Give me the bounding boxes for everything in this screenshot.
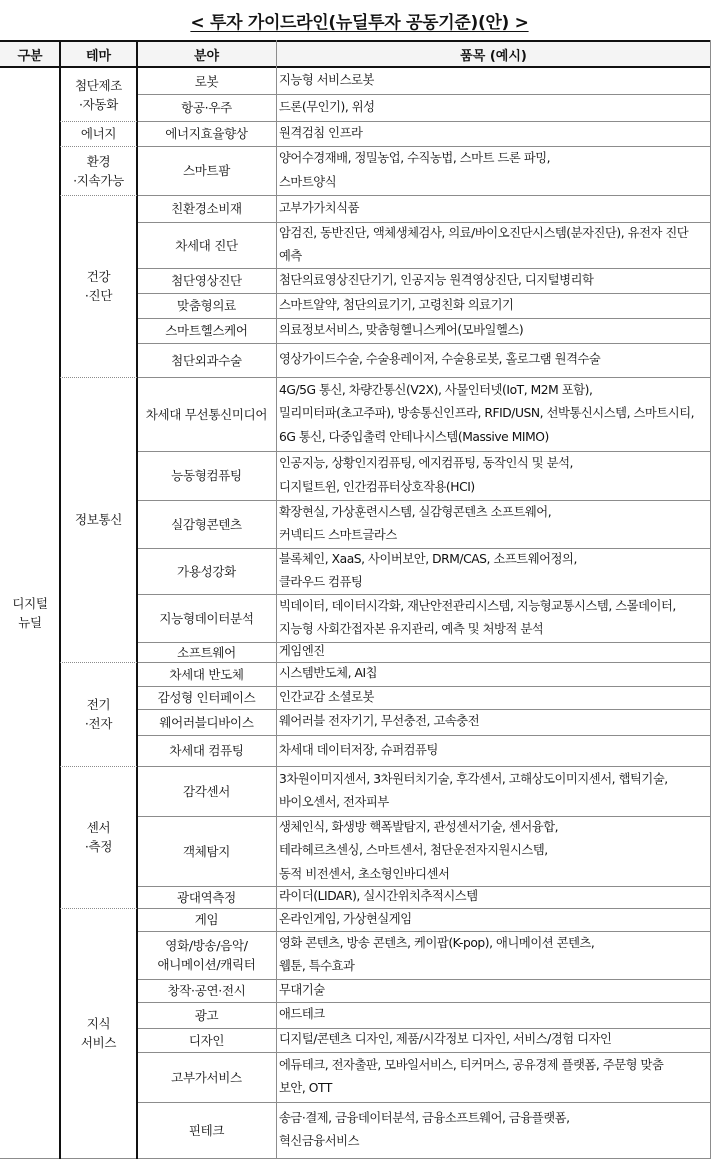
field-cell: 로봇 [194, 73, 219, 89]
theme-divider [60, 662, 711, 663]
field-cell: 스마트헬스케어 [165, 323, 248, 338]
row-divider [137, 642, 711, 643]
items-cell: 라이더(LIDAR), 실시간위치추적시스템 [279, 889, 478, 904]
theme-cell: 센서 ·측정 [84, 820, 113, 854]
row-divider [137, 451, 711, 452]
items-cell: 빅데이터, 데이터시각화, 재난안전관리시스템, 지능형교통시스템, 스몰데이터, 지능형 사회간접자본 유지관리, 예측 및 처방적 분석 [279, 598, 676, 636]
field-cell: 항공·우주 [181, 100, 232, 115]
field-cell: 객체탐지 [182, 843, 231, 859]
table-right-border [710, 40, 711, 1159]
page-title: < 투자 가이드라인(뉴딜투자 공동기준)(안) > [190, 13, 529, 33]
theme-cell: 에너지 [80, 126, 117, 141]
theme-divider [60, 146, 711, 147]
items-cell: 인간교감 소셜로봇 [279, 689, 374, 704]
row-divider [137, 735, 711, 736]
header-category: 구분 [0, 42, 60, 66]
theme-divider [60, 766, 711, 767]
field-cell: 광고 [194, 1007, 219, 1023]
theme-divider [60, 195, 711, 196]
theme-cell: 환경 ·지속가능 [73, 153, 124, 188]
items-cell: 지능형 서비스로봇 [279, 73, 374, 88]
row-divider [137, 548, 711, 549]
field-cell: 차세대 컴퓨팅 [169, 743, 244, 758]
header-items: 품목 (예시) [276, 42, 711, 66]
row-divider [137, 1028, 711, 1029]
column-divider [276, 40, 277, 1159]
field-cell: 차세대 진단 [175, 237, 238, 253]
theme-divider [60, 908, 711, 909]
theme-cell: 건강 ·진단 [84, 269, 113, 303]
field-cell: 맞춤형의료 [177, 298, 236, 313]
table-bottom-rule [0, 1158, 711, 1159]
field-cell: 첨단외과수술 [171, 352, 242, 368]
items-cell: 고부가가치식품 [279, 200, 360, 215]
category-cell: 디지털 뉴딜 [12, 596, 48, 630]
row-divider [137, 931, 711, 932]
items-cell: 영화 콘텐츠, 방송 콘텐츠, 케이팝(K-pop), 애니메이션 콘텐츠, 웹툰, 특수효과 [279, 935, 595, 973]
items-cell: 애드테크 [279, 1007, 325, 1022]
theme-cell: 지식 서비스 [80, 1016, 117, 1050]
field-cell: 웨어러블디바이스 [159, 714, 254, 730]
field-cell: 지능형데이터분석 [159, 610, 254, 626]
field-cell: 가용성강화 [177, 563, 236, 579]
items-cell: 게임엔진 [279, 644, 325, 659]
items-cell: 시스템반도체, AI칩 [279, 666, 378, 681]
column-divider [59, 40, 61, 1159]
row-divider [137, 1102, 711, 1103]
row-divider [137, 886, 711, 887]
row-divider [137, 816, 711, 817]
items-cell: 웨어러블 전자기기, 무선충전, 고속충전 [279, 714, 480, 729]
items-cell: 디지털/콘텐츠 디자인, 제품/시각정보 디자인, 서비스/경험 디자인 [279, 1032, 612, 1047]
field-cell: 능동형컴퓨팅 [171, 468, 242, 483]
field-cell: 창작·공연·전시 [167, 983, 246, 998]
header-field: 분야 [137, 42, 276, 66]
items-cell: 차세대 데이터저장, 슈퍼컴퓨팅 [279, 742, 438, 757]
row-divider [137, 979, 711, 980]
field-cell: 감각센서 [182, 783, 231, 799]
row-divider [137, 709, 711, 710]
items-cell: 드론(무인기), 위성 [279, 99, 375, 114]
field-cell: 게임 [194, 912, 219, 927]
theme-cell: 정보통신 [74, 512, 123, 527]
items-cell: 양어수경재배, 정밀농업, 수직농법, 스마트 드론 파밍, 스마트양식 [279, 151, 551, 189]
field-cell: 차세대 무선통신미디어 [145, 406, 268, 422]
items-cell: 첨단의료영상진단기기, 인공지능 원격영상진단, 디지털병리학 [279, 272, 594, 287]
row-divider [137, 343, 711, 344]
theme-cell: 전기 ·전자 [84, 697, 113, 731]
items-cell: 원격검침 인프라 [279, 125, 363, 140]
items-cell: 블록체인, XaaS, 사이버보안, DRM/CAS, 소프트웨어정의, 클라우드 컴퓨팅 [279, 551, 577, 589]
field-cell: 영화/방송/음악/ 애니메이션/캐릭터 [157, 938, 256, 972]
items-cell: 인공지능, 상황인지컴퓨팅, 에지컴퓨팅, 동작인식 및 분석, 디지털트윈, 인간컴퓨터상호작용(HCI) [279, 456, 573, 494]
field-cell: 첨단영상진단 [171, 273, 242, 288]
items-cell: 영상가이드수술, 수술용레이저, 수술용로봇, 홀로그램 원격수술 [279, 352, 601, 367]
theme-divider [60, 377, 711, 378]
row-divider [137, 222, 711, 223]
row-divider [137, 594, 711, 595]
row-divider [137, 1052, 711, 1053]
items-cell: 의료정보서비스, 맞춤형헬니스케어(모바일헬스) [279, 322, 524, 337]
field-cell: 실감형콘텐츠 [171, 516, 242, 532]
items-cell: 무대기술 [279, 982, 325, 997]
field-cell: 감성형 인터페이스 [157, 690, 256, 705]
guideline-table [0, 40, 711, 1159]
table-top-rule [0, 40, 711, 42]
field-cell: 디자인 [188, 1032, 225, 1048]
field-cell: 광대역측정 [177, 889, 236, 905]
items-cell: 온라인게임, 가상현실게임 [279, 911, 412, 926]
items-cell: 3차원이미지센서, 3차원터치기술, 후각센서, 고해상도이미지센서, 햅틱기술, 바이오센서, 전자피부 [279, 771, 668, 809]
column-divider [136, 40, 138, 1159]
theme-divider [60, 121, 711, 122]
field-cell: 차세대 반도체 [169, 666, 244, 682]
field-cell: 소프트웨어 [177, 644, 236, 660]
header-bottom-rule [0, 66, 711, 68]
row-divider [137, 94, 711, 95]
items-cell: 에듀테크, 전자출판, 모바일서비스, 티커머스, 공유경제 플랫폼, 주문형 맞춤 보안, OTT [279, 1057, 664, 1095]
items-cell: 확장현실, 가상훈련시스템, 실감형콘텐츠 소프트웨어, 커넥티드 스마트글라스 [279, 504, 552, 542]
field-cell: 스마트팜 [182, 163, 231, 178]
row-divider [137, 500, 711, 501]
field-cell: 친환경소비재 [171, 201, 242, 216]
row-divider [137, 293, 711, 294]
row-divider [137, 1002, 711, 1003]
field-cell: 에너지효율향상 [165, 126, 248, 141]
field-cell: 핀테크 [188, 1122, 225, 1138]
theme-cell: 첨단제조 ·자동화 [74, 77, 123, 112]
items-cell: 생체인식, 화생방 핵폭발탐지, 관성센서기술, 센서융합, 테라헤르츠센싱, 스마트센서, 첨단운전자지원시스템, 동적 비전센서, 초소형인바디센서 [279, 819, 559, 881]
items-cell: 송금·결제, 금융데이터분석, 금융소프트웨어, 금융플랫폼, 혁신금융서비스 [279, 1110, 570, 1148]
row-divider [137, 318, 711, 319]
row-divider [137, 268, 711, 269]
items-cell: 암검진, 동반진단, 액체생체검사, 의료/바이오진단시스템(분자진단), 유전자 진단 예측 [279, 225, 689, 263]
items-cell: 스마트알약, 첨단의료기기, 고령친화 의료기기 [279, 297, 514, 312]
field-cell: 고부가서비스 [171, 1069, 242, 1085]
items-cell: 4G/5G 통신, 차량간통신(V2X), 사물인터넷(IoT, M2M 포함), 밀리미터파(초고주파), 방송통신인프라, RFID/USN, 선박통신시스템, 스마트시티, 6G 통신, 다중입출력 안테나시스템(Massive MIMO) [279, 382, 695, 444]
row-divider [137, 686, 711, 687]
header-theme: 테마 [60, 42, 137, 66]
